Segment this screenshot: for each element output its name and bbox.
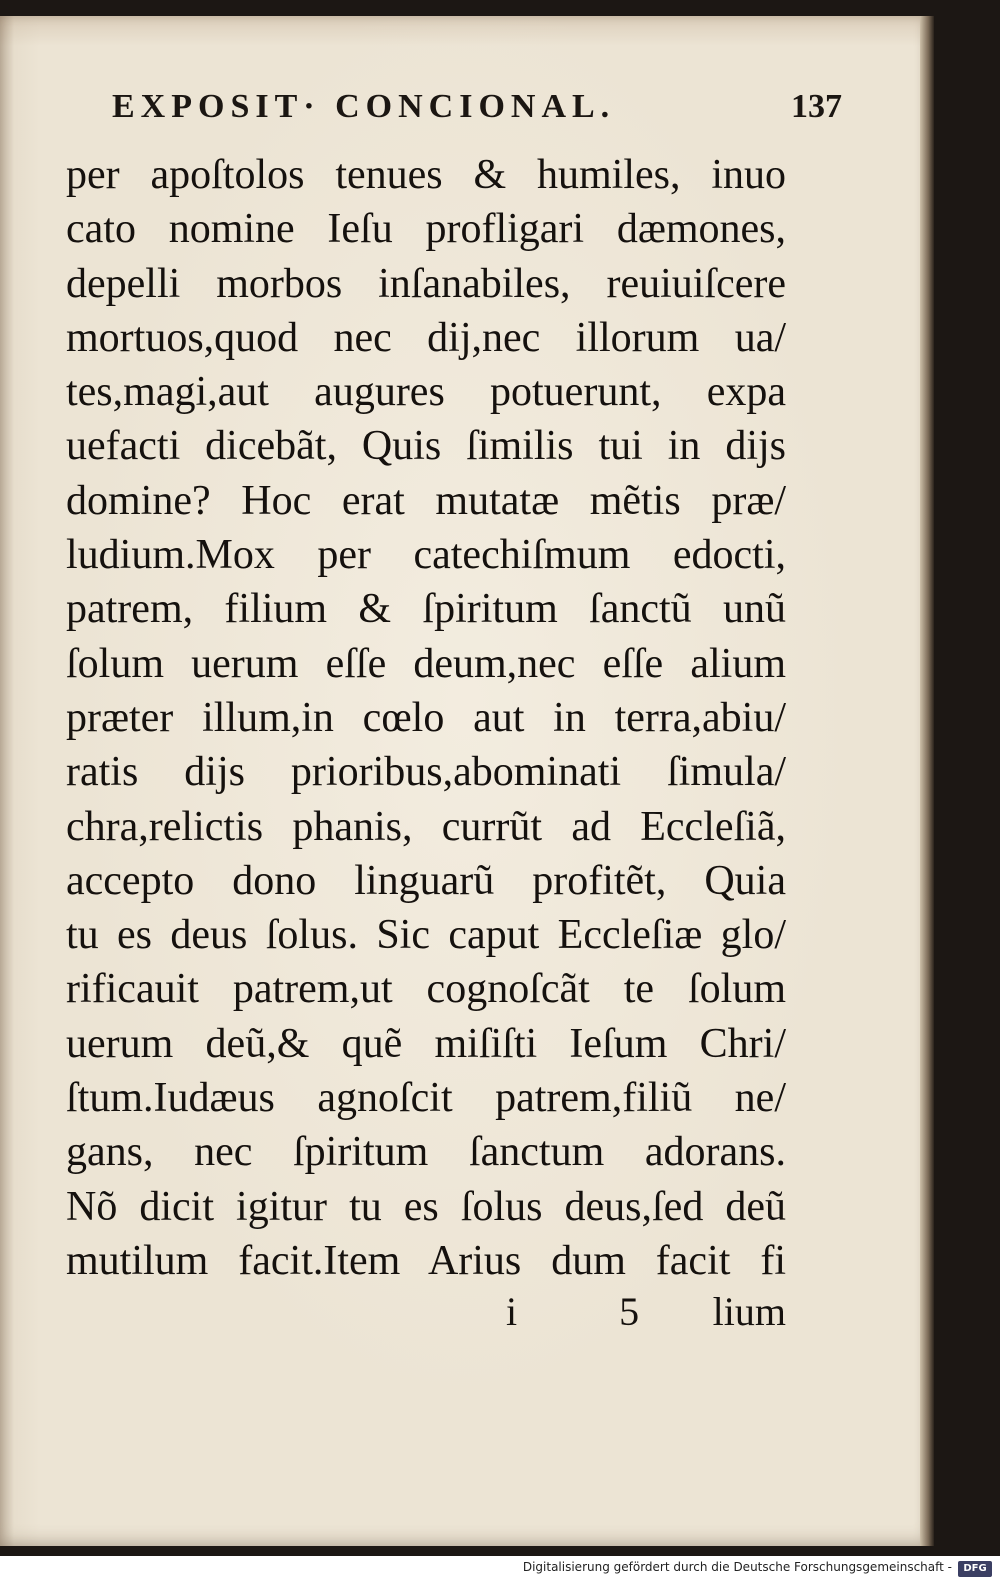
text-line: cato nomine Ieſu profligari dæmones,	[66, 206, 786, 253]
text-line: per apoſtolos tenues & humiles, inuo	[66, 152, 786, 198]
text-line: uefacti dicebãt, Quis ſimilis tui in dijs	[66, 423, 786, 470]
text-line: domine? Hoc erat mutatæ mẽtis præ/	[66, 477, 786, 524]
dfg-logo: DFG	[958, 1561, 992, 1577]
funding-credit: Digitalisierung gefördert durch die Deutsche Forschungsgemeinschaft -	[522, 1560, 952, 1574]
credit-bar	[0, 1556, 1000, 1583]
text-line: rificauit patrem,ut cognoſcãt te ſolum	[66, 966, 786, 1013]
page-edge	[920, 16, 934, 1546]
text-line: mutilum facit.Item Arius dum facit fi	[66, 1237, 786, 1284]
text-line: ſtum.Iudæus agnoſcit patrem,filiũ ne/	[66, 1075, 786, 1122]
page-header	[112, 88, 842, 138]
page-number: 137	[791, 88, 842, 125]
text-line: mortuos,quod nec dij,nec illorum ua/	[66, 314, 786, 361]
text-line: accepto dono linguarũ profitẽt, Quia	[66, 857, 786, 904]
text-line: Nõ dicit igitur tu es ſolus deus,ſed deũ	[66, 1183, 786, 1230]
catchword: lium	[712, 1289, 786, 1334]
text-line: ludium.Mox per catechiſmum edocti,	[66, 532, 786, 579]
text-line: tu es deus ſolus. Sic caput Eccleſiæ glo/	[66, 912, 786, 959]
body-text	[66, 148, 786, 1288]
text-line: præter illum,in cœlo aut in terra,abiu/	[66, 694, 786, 741]
text-line: chra,relictis phanis, currũt ad Eccleſiã,	[66, 803, 786, 850]
text-line: ratis dijs prioribus,abominati ſimula/	[66, 749, 786, 796]
page-footer-line	[66, 1288, 786, 1342]
text-line: tes,magi,aut augures potuerunt, expa	[66, 369, 786, 416]
text-line: ſolum uerum eſſe deum,nec eſſe alium	[66, 640, 786, 687]
text-line: gans, nec ſpiritum ſanctum adorans.	[66, 1129, 786, 1176]
signature-mark: i 5	[506, 1289, 686, 1334]
text-line: uerum deũ,& quẽ miſiſti Ieſum Chri/	[66, 1020, 786, 1067]
text-line: patrem, filium & ſpiritum ſanctũ unũ	[66, 586, 786, 633]
text-line: depelli morbos inſanabiles, reuiuiſcere	[66, 260, 786, 307]
running-head: EXPOSIT· CONCIONAL.	[112, 88, 616, 125]
